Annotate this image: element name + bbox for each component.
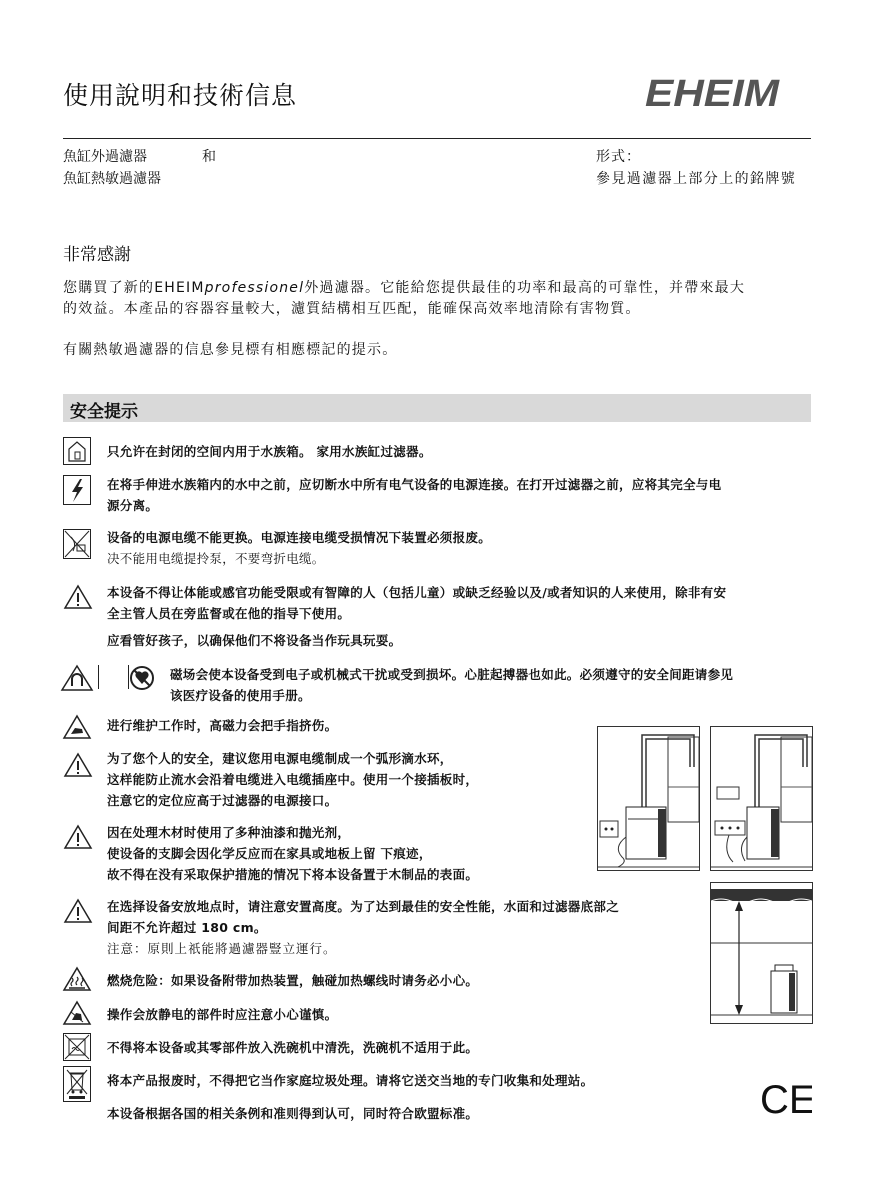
thanks-heading: 非常感謝: [63, 245, 131, 265]
intro-paragraph-1: 您購買了新的EHEIMprofessionel外過濾器。它能給您提供最佳的功率和最高的可靠性，并帶來最大 的效益。本產品的容器容量較大，濾質結構相互匹配，能確保高效率地清除有害物質。: [63, 280, 746, 317]
icon-separator: [128, 665, 129, 689]
warning-triangle-icon: [63, 898, 93, 928]
safety-item-1: 在将手伸进水族箱内的水中之前，应切断水中所有电气设备的电源连接。在打开过滤器之前，应将其完全与电 源分离。: [107, 477, 722, 513]
type-label: 形式：: [596, 149, 641, 165]
type-value: 參見過濾器上部分上的銘牌號: [596, 171, 797, 187]
product-line-2: 魚缸熱敏過濾器: [63, 171, 161, 187]
safety-item-10: 操作会放静电的部件时应注意小心谨慎。: [107, 1007, 338, 1022]
product-and: 和: [202, 149, 216, 165]
power-strip-figure: [710, 726, 813, 871]
product-line-1: 魚缸外過濾器: [63, 149, 147, 165]
no-dishwasher-icon: [63, 1033, 91, 1065]
hot-surface-icon: [62, 966, 92, 996]
intro-paragraph-2: 有關熱敏過濾器的信息參見標有相應標記的提示。: [63, 342, 398, 358]
height-diagram-figure: [710, 882, 813, 1024]
safety-item-11: 不得将本设备或其零部件放入洗碗机中清洗，洗碗机不适用于此。: [107, 1040, 479, 1055]
electric-shock-icon: [63, 475, 91, 509]
safety-item-3: 本设备不得让体能或感官功能受限或有智障的人（包括儿童）或缺乏经验以及/或者知识的人来使用，除非有安 全主管人员在旁监督或在他的指导下使用。 应看管好孩子，以确保他们不将设备当作玩具玩耍。: [107, 585, 727, 648]
eheim-logo: [645, 75, 780, 115]
safety-item-2: 设备的电源电缆不能更换。电源连接电缆受损情况下装置必须报废。 决不能用电缆提拎泵，不要弯折电缆。: [107, 530, 492, 566]
safety-item-7: 因在处理木材时使用了多种油漆和抛光剂， 使设备的支脚会因化学反应而在家具或地板上留 下痕迹， 故不得在没有采取保护措施的情况下将本设备置于木制品的表面。: [107, 825, 479, 882]
safety-item-13: 本设备根据各国的相关条例和准则得到认可，同时符合欧盟标准。: [107, 1106, 479, 1121]
magnet-warning-icon: [60, 664, 94, 696]
indoor-house-icon: [63, 437, 91, 469]
warning-triangle-icon: [63, 752, 93, 782]
safety-item-12: 将本产品报废时，不得把它当作家庭垃圾处理。请将它送交当地的专门收集和处理站。: [107, 1073, 594, 1088]
ce-mark-text: CE: [760, 1078, 812, 1118]
safety-title: 安全提示: [70, 402, 138, 422]
safety-item-0: 只允许在封闭的空间内用于水族箱。 家用水族缸过滤器。: [107, 444, 432, 459]
safety-header-bar: [63, 394, 811, 422]
safety-item-5: 进行维护工作时，高磁力会把手指挤伤。: [107, 718, 338, 733]
ce-mark: [760, 1078, 812, 1122]
drip-loop-figure: [597, 726, 700, 871]
safety-item-6: 为了您个人的安全，建议您用电源电缆制成一个弧形滴水环， 这样能防止流水会沿着电缆进入电缆插座中。使用一个接插板时， 注意它的定位应高于过滤器的电源接口。: [107, 751, 479, 808]
icon-separator: [98, 665, 99, 689]
weee-bin-icon: [63, 1066, 91, 1106]
page-title: 使用說明和技術信息: [63, 81, 298, 110]
svg-text:EHEIM: EHEIM: [645, 75, 780, 111]
safety-item-4: 磁场会使本设备受到电子或机械式干扰或受到损坏。心脏起搏器也如此。必须遵守的安全间距请参见 该医疗设备的使用手册。: [170, 667, 734, 703]
header-divider: [63, 138, 811, 139]
warning-triangle-icon: [63, 824, 93, 854]
esd-icon: [62, 1000, 92, 1030]
no-pacemaker-icon: [129, 665, 155, 695]
no-cable-replace-icon: [63, 529, 91, 563]
warning-triangle-icon: [63, 584, 93, 614]
safety-item-9: 燃烧危险：如果设备附带加热装置，触碰加热螺线时请务必小心。: [107, 973, 479, 988]
safety-item-8: 在选择设备安放地点时，请注意安置高度。为了达到最佳的安全性能，水面和过滤器底部之 间距不允许超过 180 cm。 注意：原則上祇能將過濾器豎立運行。: [107, 899, 620, 956]
hand-crush-icon: [62, 714, 92, 744]
